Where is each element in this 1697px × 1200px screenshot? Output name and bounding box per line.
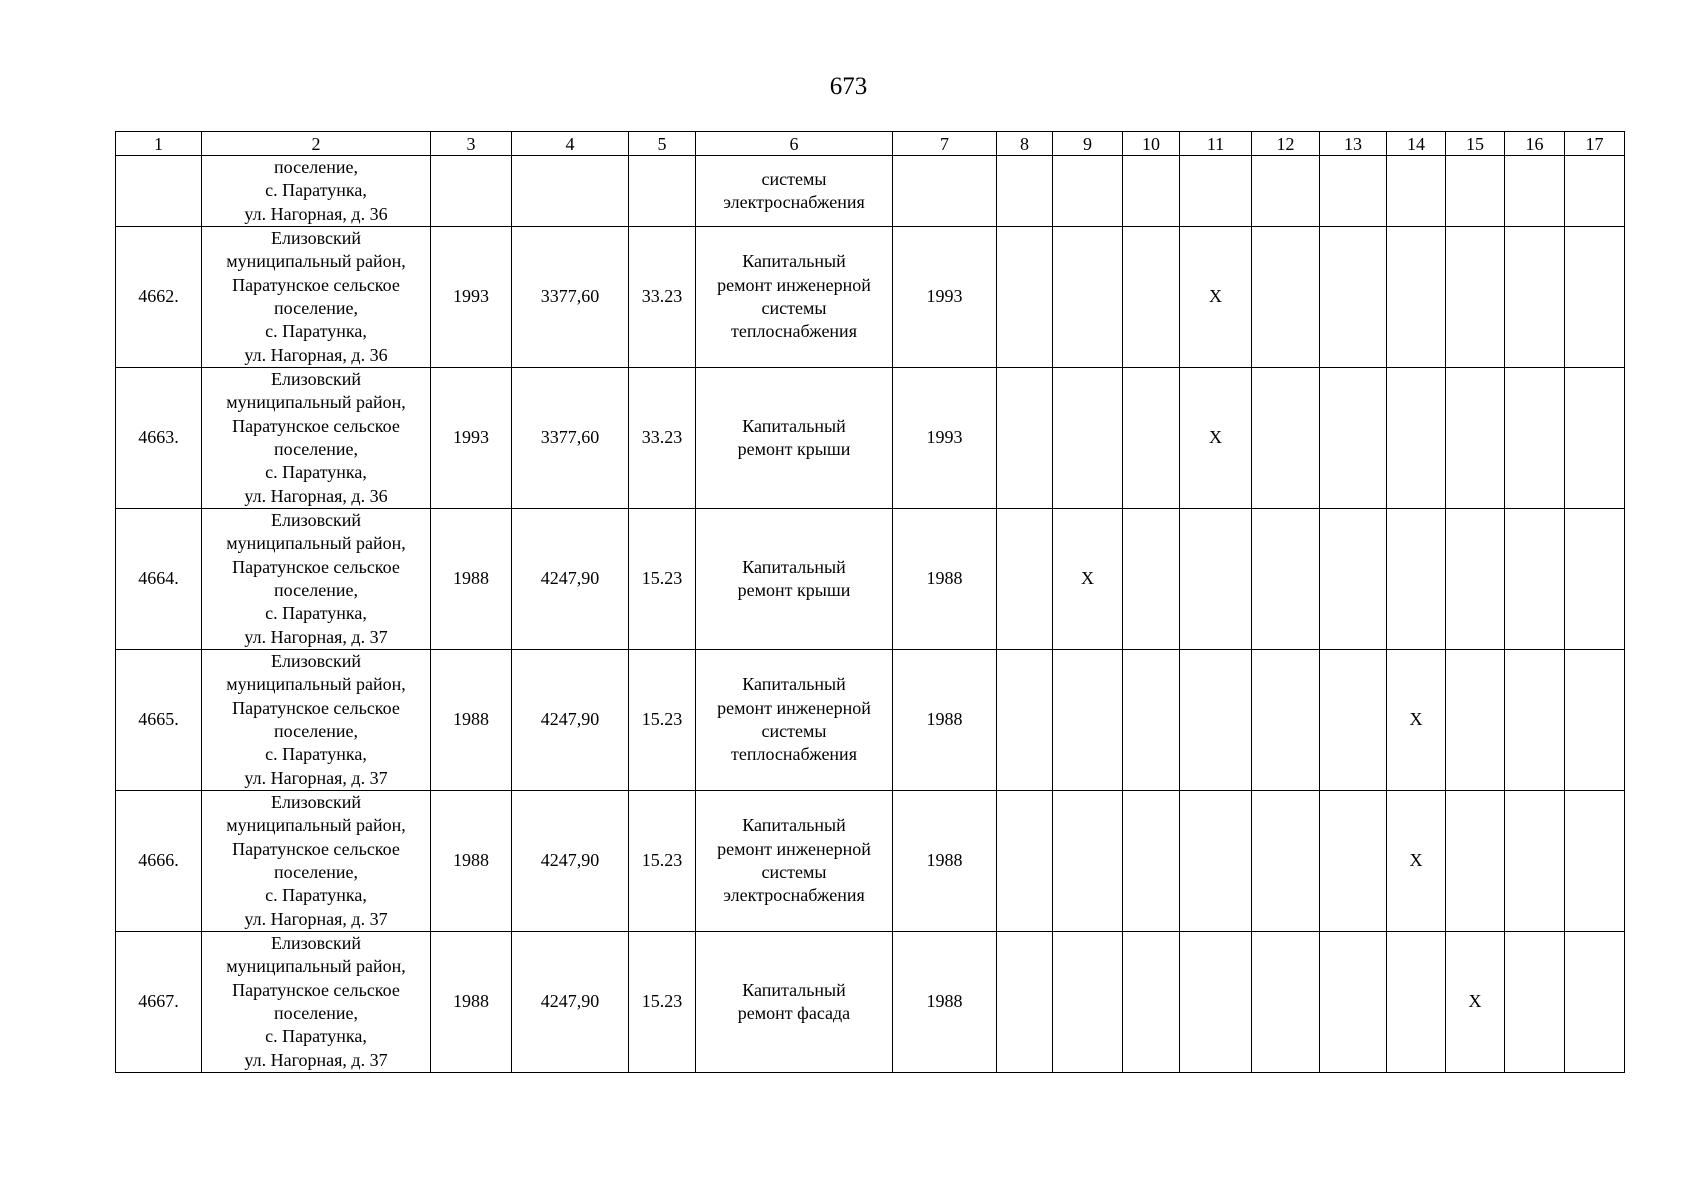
period-mark-cell [1252, 509, 1320, 650]
column-number-header: 12 [1252, 132, 1320, 156]
work-type-cell-line: ремонт инженерной [717, 274, 871, 295]
address-cell-line: муниципальный район, [226, 815, 406, 836]
period-mark-cell [1446, 509, 1505, 650]
year-cell: 1988 [893, 509, 997, 650]
column-number-header: 7 [893, 132, 997, 156]
work-type-cell-line: Капитальный [742, 674, 846, 695]
code-cell: 15.23 [629, 791, 696, 932]
work-type-cell-line: теплоснабжения [731, 744, 857, 765]
period-mark-cell [1123, 509, 1180, 650]
period-mark-cell [1180, 791, 1252, 932]
work-type-cell [696, 509, 893, 650]
work-type-cell-line: системы [761, 298, 827, 318]
period-mark-cell: X [1387, 791, 1446, 932]
address-cell-line: ул. Нагорная, д. 37 [244, 908, 388, 929]
period-mark-cell: X [1180, 227, 1252, 368]
address-cell [202, 156, 431, 227]
period-mark-cell [1446, 791, 1505, 932]
period-mark-cell [1053, 650, 1123, 791]
year-cell: 1988 [431, 509, 512, 650]
period-mark-cell [1446, 368, 1505, 509]
work-type-cell-line: системы [761, 862, 827, 882]
period-mark-cell [1505, 368, 1565, 509]
period-mark-cell [1252, 156, 1320, 227]
table-row [116, 932, 1625, 1073]
work-type-cell [696, 227, 893, 368]
address-cell-line: поселение, [273, 862, 358, 882]
column-number-header: 3 [431, 132, 512, 156]
period-mark-cell [1053, 227, 1123, 368]
column-number-header: 17 [1565, 132, 1625, 156]
work-type-cell-line: электроснабжения [723, 192, 865, 212]
period-mark-cell [1505, 156, 1565, 227]
address-cell-line: поселение, [273, 298, 358, 318]
period-mark-cell [1387, 156, 1446, 227]
period-mark-cell [1320, 368, 1387, 509]
column-number-header: 10 [1123, 132, 1180, 156]
work-type-cell-line: Капитальный [742, 979, 846, 1000]
period-mark-cell [997, 650, 1053, 791]
year-cell: 1988 [893, 791, 997, 932]
repair-schedule-table [115, 131, 1625, 1073]
address-cell-line: Паратунское сельское [232, 697, 400, 718]
row-number-cell [116, 156, 202, 227]
address-cell-line: с. Паратунка, [265, 1026, 367, 1047]
address-cell-line: Елизовский [270, 792, 361, 813]
column-number-header: 15 [1446, 132, 1505, 156]
column-number-header: 11 [1180, 132, 1252, 156]
address-cell-line: поселение, [273, 157, 358, 178]
period-mark-cell [1123, 156, 1180, 227]
period-mark-cell [1252, 227, 1320, 368]
year-cell [893, 156, 997, 227]
work-type-cell-line: Капитальный [742, 556, 846, 577]
work-type-cell-line: ремонт фасада [737, 1003, 851, 1023]
area-cell: 3377,60 [512, 368, 629, 509]
address-cell-line: ул. Нагорная, д. 36 [244, 485, 388, 506]
period-mark-cell [1505, 932, 1565, 1073]
period-mark-cell [1123, 368, 1180, 509]
period-mark-cell [1446, 156, 1505, 227]
period-mark-cell [1053, 156, 1123, 227]
address-cell-line: с. Паратунка, [265, 180, 367, 201]
period-mark-cell [1320, 932, 1387, 1073]
address-cell-line: с. Паратунка, [265, 744, 367, 765]
work-type-cell-line: Капитальный [742, 815, 846, 836]
period-mark-cell [997, 227, 1053, 368]
period-mark-cell: X [1180, 368, 1252, 509]
code-cell: 15.23 [629, 509, 696, 650]
address-cell-line: с. Паратунка, [265, 885, 367, 906]
table-row [116, 650, 1625, 791]
year-cell: 1988 [431, 650, 512, 791]
period-mark-cell [1565, 368, 1625, 509]
address-cell-line: муниципальный район, [226, 674, 406, 695]
work-type-cell-line: Капитальный [742, 251, 846, 272]
address-cell-line: Елизовский [270, 228, 361, 249]
period-mark-cell [1252, 932, 1320, 1073]
row-number-cell: 4663. [116, 368, 202, 509]
column-number-header: 6 [696, 132, 893, 156]
table-row [116, 509, 1625, 650]
address-cell-line: ул. Нагорная, д. 37 [244, 626, 388, 647]
period-mark-cell: X [1446, 932, 1505, 1073]
address-cell-line: поселение, [273, 439, 358, 459]
address-cell [202, 509, 431, 650]
address-cell-line: Елизовский [270, 651, 361, 672]
column-number-header: 4 [512, 132, 629, 156]
table-row [116, 791, 1625, 932]
period-mark-cell [1505, 650, 1565, 791]
period-mark-cell [1565, 156, 1625, 227]
address-cell-line: ул. Нагорная, д. 37 [244, 767, 388, 788]
area-cell: 4247,90 [512, 509, 629, 650]
column-number-header: 14 [1387, 132, 1446, 156]
period-mark-cell [997, 156, 1053, 227]
work-type-cell-line: ремонт инженерной [717, 838, 871, 859]
column-number-header: 5 [629, 132, 696, 156]
period-mark-cell [1387, 509, 1446, 650]
address-cell-line: Паратунское сельское [232, 979, 400, 1000]
address-cell-line: с. Паратунка, [265, 321, 367, 342]
period-mark-cell [1053, 368, 1123, 509]
row-number-cell: 4665. [116, 650, 202, 791]
year-cell: 1993 [431, 368, 512, 509]
column-number-header: 13 [1320, 132, 1387, 156]
year-cell: 1993 [893, 368, 997, 509]
column-number-header: 1 [116, 132, 202, 156]
period-mark-cell [1387, 368, 1446, 509]
period-mark-cell: X [1053, 509, 1123, 650]
year-cell: 1993 [431, 227, 512, 368]
period-mark-cell [997, 368, 1053, 509]
work-type-cell-line: ремонт крыши [737, 580, 851, 600]
row-number-cell: 4667. [116, 932, 202, 1073]
period-mark-cell [1565, 227, 1625, 368]
address-cell [202, 368, 431, 509]
address-cell [202, 932, 431, 1073]
work-type-cell-line: системы [761, 168, 827, 189]
period-mark-cell [997, 932, 1053, 1073]
address-cell-line: Паратунское сельское [232, 556, 400, 577]
period-mark-cell [1320, 156, 1387, 227]
column-number-header: 2 [202, 132, 431, 156]
period-mark-cell [1252, 650, 1320, 791]
address-cell-line: Паратунское сельское [232, 415, 400, 436]
period-mark-cell [1505, 509, 1565, 650]
area-cell: 4247,90 [512, 791, 629, 932]
period-mark-cell [997, 509, 1053, 650]
work-type-cell-line: электроснабжения [723, 885, 865, 906]
work-type-cell [696, 156, 893, 227]
period-mark-cell [1565, 650, 1625, 791]
address-cell-line: муниципальный район, [226, 392, 406, 413]
period-mark-cell [1565, 509, 1625, 650]
period-mark-cell [1387, 227, 1446, 368]
period-mark-cell [1252, 368, 1320, 509]
period-mark-cell [997, 791, 1053, 932]
year-cell: 1993 [893, 227, 997, 368]
address-cell-line: ул. Нагорная, д. 36 [244, 203, 388, 224]
period-mark-cell [1505, 791, 1565, 932]
table-row [116, 227, 1625, 368]
period-mark-cell [1123, 932, 1180, 1073]
area-cell: 3377,60 [512, 227, 629, 368]
period-mark-cell [1053, 791, 1123, 932]
period-mark-cell [1446, 650, 1505, 791]
area-cell [512, 156, 629, 227]
address-cell-line: Елизовский [270, 510, 361, 531]
address-cell-line: Елизовский [270, 933, 361, 954]
address-cell-line: поселение, [273, 721, 358, 741]
address-cell [202, 650, 431, 791]
period-mark-cell [1180, 932, 1252, 1073]
address-cell-line: с. Паратунка, [265, 603, 367, 624]
work-type-cell [696, 650, 893, 791]
table-row [116, 156, 1625, 227]
code-cell: 33.23 [629, 227, 696, 368]
work-type-cell [696, 791, 893, 932]
period-mark-cell [1565, 932, 1625, 1073]
work-type-cell [696, 932, 893, 1073]
address-cell-line: ул. Нагорная, д. 37 [244, 1049, 388, 1070]
column-number-row [116, 132, 1625, 156]
area-cell: 4247,90 [512, 650, 629, 791]
code-cell: 15.23 [629, 650, 696, 791]
period-mark-cell [1180, 650, 1252, 791]
period-mark-cell: X [1387, 650, 1446, 791]
period-mark-cell [1387, 932, 1446, 1073]
row-number-cell: 4666. [116, 791, 202, 932]
table-row [116, 368, 1625, 509]
work-type-cell-line: Капитальный [742, 415, 846, 436]
period-mark-cell [1252, 791, 1320, 932]
code-cell: 33.23 [629, 368, 696, 509]
page-number: 673 [829, 73, 868, 100]
period-mark-cell [1446, 227, 1505, 368]
area-cell: 4247,90 [512, 932, 629, 1073]
address-cell [202, 791, 431, 932]
period-mark-cell [1320, 509, 1387, 650]
row-number-cell: 4662. [116, 227, 202, 368]
address-cell [202, 227, 431, 368]
code-cell: 15.23 [629, 932, 696, 1073]
address-cell-line: муниципальный район, [226, 533, 406, 554]
year-cell: 1988 [431, 932, 512, 1073]
address-cell-line: муниципальный район, [226, 956, 406, 977]
year-cell: 1988 [431, 791, 512, 932]
work-type-cell-line: ремонт крыши [737, 439, 851, 459]
work-type-cell-line: теплоснабжения [731, 321, 857, 342]
address-cell-line: Елизовский [270, 369, 361, 390]
year-cell [431, 156, 512, 227]
address-cell-line: Паратунское сельское [232, 838, 400, 859]
period-mark-cell [1565, 791, 1625, 932]
code-cell [629, 156, 696, 227]
address-cell-line: ул. Нагорная, д. 36 [244, 344, 388, 365]
period-mark-cell [1320, 227, 1387, 368]
work-type-cell [696, 368, 893, 509]
period-mark-cell [1320, 791, 1387, 932]
year-cell: 1988 [893, 650, 997, 791]
address-cell-line: поселение, [273, 580, 358, 600]
address-cell-line: поселение, [273, 1003, 358, 1023]
period-mark-cell [1123, 227, 1180, 368]
period-mark-cell [1053, 932, 1123, 1073]
column-number-header: 8 [997, 132, 1053, 156]
row-number-cell: 4664. [116, 509, 202, 650]
period-mark-cell [1123, 791, 1180, 932]
address-cell-line: с. Паратунка, [265, 462, 367, 483]
column-number-header: 9 [1053, 132, 1123, 156]
period-mark-cell [1505, 227, 1565, 368]
period-mark-cell [1180, 156, 1252, 227]
column-number-header: 16 [1505, 132, 1565, 156]
address-cell-line: муниципальный район, [226, 251, 406, 272]
address-cell-line: Паратунское сельское [232, 274, 400, 295]
period-mark-cell [1180, 509, 1252, 650]
period-mark-cell [1123, 650, 1180, 791]
work-type-cell-line: ремонт инженерной [717, 697, 871, 718]
period-mark-cell [1320, 650, 1387, 791]
year-cell: 1988 [893, 932, 997, 1073]
work-type-cell-line: системы [761, 721, 827, 741]
